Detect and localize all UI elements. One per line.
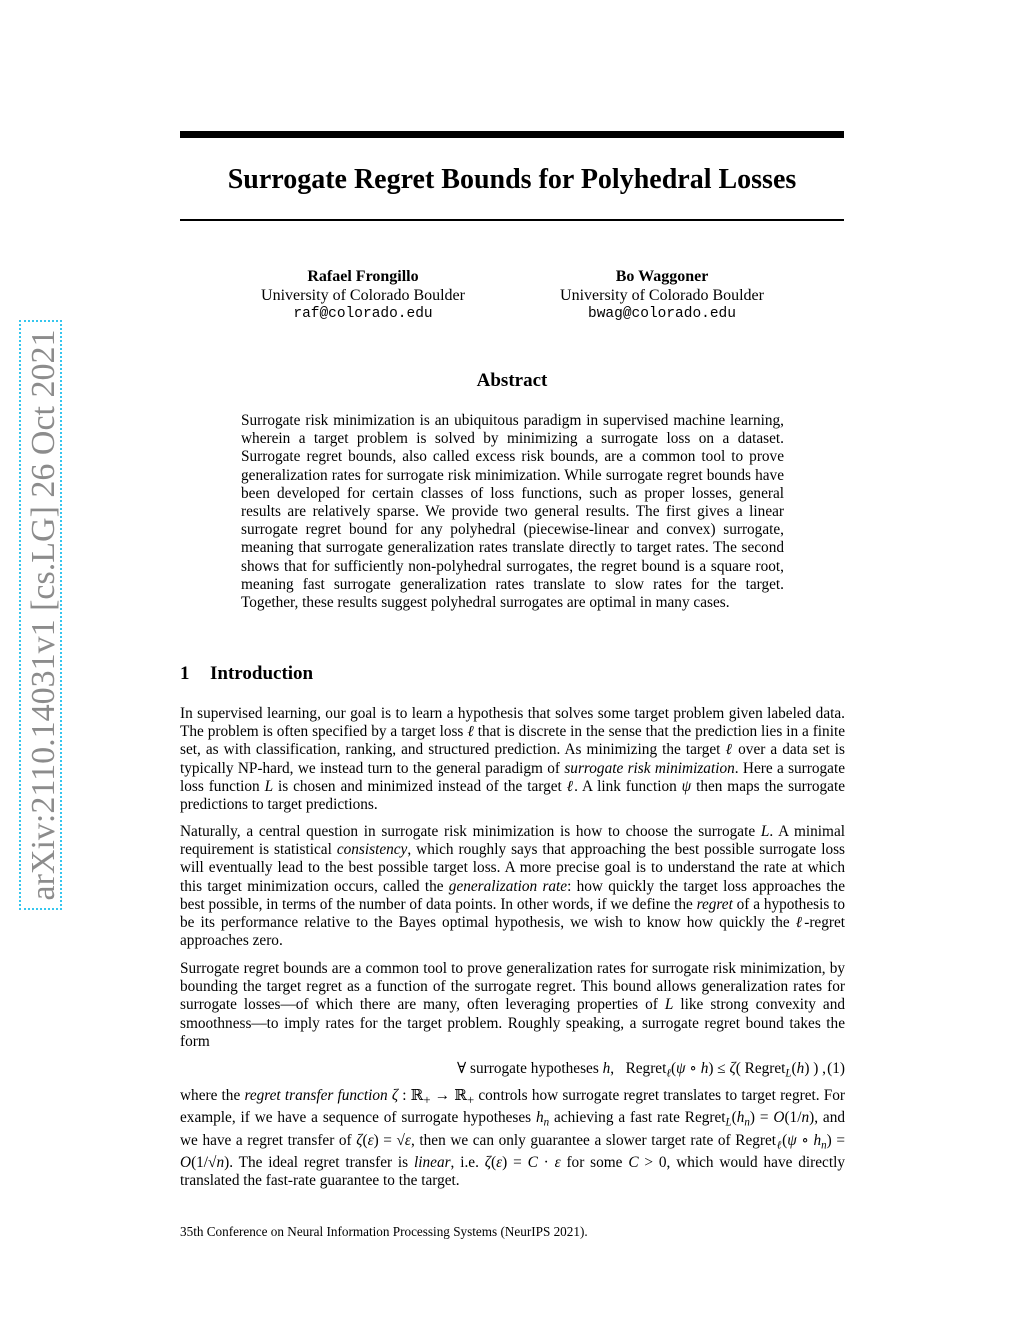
abstract-heading: Abstract xyxy=(476,370,548,391)
paragraph: In supervised learning, our goal is to learn a hypothesis that solves some target problem given labeled data. The problem is often specified by a target loss ℓ that is discrete in the sense that the prediction lies in a finite set, as with classification, ranking, and structured prediction. As minimizing the target ℓ over a data set is typically NP-hard, we instead turn to the general paradigm of surrogate risk minimization. Here a surrogate loss function L is chosen and minimized instead of the target ℓ. A link function ψ then maps the surrogate predictions to target predictions. xyxy=(180,705,845,814)
author-affiliation: University of Colorado Boulder xyxy=(560,286,764,304)
author-email[interactable]: raf@colorado.edu xyxy=(293,306,433,322)
math-ell: ℓ xyxy=(795,914,805,932)
title-rule-top xyxy=(180,131,844,138)
math-L: L xyxy=(264,777,274,795)
emphasis: regret xyxy=(696,895,733,913)
author-affiliation: University of Colorado Boulder xyxy=(261,286,465,304)
section-title: Introduction xyxy=(210,663,314,684)
math-ell: ℓ xyxy=(725,741,734,759)
paragraph: Naturally, a central question in surrogate risk minimization is how to choose the surrogate L. A minimal requirement is statistical consistency, which roughly says that approaching the best possible surrogate loss will eventually lead to the best possible target loss. A more precise goal is to understand the rate at which this target minimization occurs, called the generalization rate: how quickly the target loss approaches the best possible, in terms of the number of data points. In other words, if we define the regret of a hypothesis to be its performance relative to the Bayes optimal hypothesis, we wish to know how quickly the ℓ-regret approaches zero. xyxy=(180,823,846,950)
title-rule-bottom xyxy=(180,219,844,221)
section-heading xyxy=(180,662,313,686)
author-name: Rafael Frongillo xyxy=(307,268,419,285)
math-ell: ℓ xyxy=(467,723,474,741)
emphasis: linear xyxy=(414,1154,451,1172)
math-ell: ℓ xyxy=(566,777,575,795)
abstract-body: Surrogate risk minimization is an ubiquitous paradigm in supervised machine learning, wherein a target problem is solved by minimizing a surrogate loss on a dataset. Surrogate regret bounds, also called excess risk bounds, are a common tool to prove generalization rates for surrogate risk minimization. While surrogate regret bounds have been developed for certain classes of loss functions, such as proper losses, general results are relatively sparse. We provide two general results. The first gives a linear surrogate regret bound for any polyhedral (piecewise-linear and convex) surrogate, meaning that surrogate generalization rates translate directly to target rates. The second shows that for sufficiently non-polyhedral surrogates, the regret bound is a square root, meaning fast surrogate generalization rates translate to slow rates for the target. Together, these results suggest polyhedral surrogates are optimal in many cases. xyxy=(241,412,784,612)
emphasis: surrogate risk minimization xyxy=(564,759,735,777)
math-L: L xyxy=(760,823,770,840)
author-name: Bo Waggoner xyxy=(615,268,709,285)
emphasis: regret transfer function xyxy=(244,1087,388,1104)
author-block xyxy=(213,268,513,324)
equation-number: (1) xyxy=(827,1060,845,1077)
author-block xyxy=(512,268,812,324)
equation: ∀ surrogate hypotheses h, Regret$_\ell$(ψ ∘ h) ≤ ζ( Regret$_L$(h) ) , (1) xyxy=(457,1060,845,1080)
paragraph: where the regret transfer function ζ : ℝ$_+$ → ℝ$_+$ controls how surrogate regret translates to target regret. For example, if we have a sequence of surrogate hypotheses $h_n$ achieving a fast rate $Regret_L(h_n) = O(1/n)$, and we have a regret transfer of ζ(ε) = √ε, then we can only guarantee a slower target rate of Regret$_\ell$(ψ ∘ $h_n) = O(1/√n)$. The ideal regret transfer is linear, i.e. ζ(ε) = C · ε for some C > 0, which would have directly translated the fast-rate guarantee to the target. xyxy=(180,1087,845,1190)
conference-footnote: 35th Conference on Neural Information Processing Systems (NeurIPS 2021). xyxy=(180,1224,588,1239)
emphasis: consistency xyxy=(336,841,408,859)
paper-title: Surrogate Regret Bounds for Polyhedral Losses xyxy=(227,164,797,195)
arxiv-stamp[interactable]: arXiv:2110.14031v1 [cs.LG] 26 Oct 2021 xyxy=(25,329,62,901)
paragraph: Surrogate regret bounds are a common tool to prove generalization rates for surrogate risk minimization, by bounding the target regret as a function of the surrogate regret. This bound allows generalization rates for surrogate losses—of which there are many, often leveraging properties of L like strong convexity and smoothness—to imply rates for the target problem. Roughly speaking, a surrogate regret bound takes the form xyxy=(180,960,845,1050)
math-L: L xyxy=(664,996,674,1014)
math-psi: ψ xyxy=(681,777,692,795)
emphasis: generalization rate xyxy=(448,877,568,895)
author-email[interactable]: bwag@colorado.edu xyxy=(588,306,736,322)
section-number: 1 xyxy=(180,663,190,684)
